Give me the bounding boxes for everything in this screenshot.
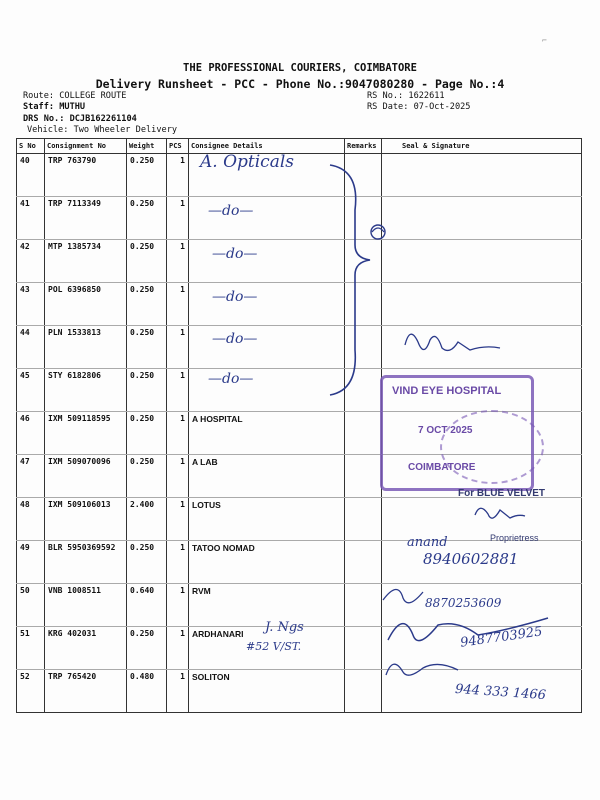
drs-label: DRS No.: DCJB162261104 — [23, 114, 137, 124]
pcs-cell: 1 — [167, 326, 189, 369]
handwritten-note: #52 V/ST. — [246, 640, 302, 653]
rs-number: RS No.: 1622611 — [367, 91, 445, 101]
handwritten-consignee: A. Opticals — [200, 152, 294, 172]
consignment-cell: KRG 402031 — [45, 627, 127, 670]
sno-cell: 41 — [17, 197, 45, 240]
rs-date: RS Date: 07-Oct-2025 — [367, 102, 471, 112]
pcs-cell: 1 — [167, 541, 189, 584]
sno-cell: 40 — [17, 154, 45, 197]
weight-cell: 0.250 — [127, 455, 167, 498]
consignee-cell: LOTUS — [189, 498, 345, 541]
table-row — [17, 197, 582, 240]
weight-cell: 0.250 — [127, 541, 167, 584]
curly-brace-mark — [325, 150, 405, 400]
signature-cell — [382, 240, 582, 283]
scribble-signature-icon — [378, 580, 578, 700]
weight-cell: 0.250 — [127, 154, 167, 197]
scribble-signature-icon — [470, 500, 530, 530]
column-header: Remarks — [345, 139, 382, 154]
handwritten-phone: 8940602881 — [423, 550, 519, 568]
consignment-cell: TRP 763790 — [45, 154, 127, 197]
consignee-cell: A LAB — [189, 455, 345, 498]
document-title: THE PROFESSIONAL COURIERS, COIMBATORE — [183, 62, 417, 74]
stamp-hospital-name: VIND EYE HOSPITAL — [392, 385, 502, 397]
handwritten-name: anand — [407, 535, 448, 550]
consignment-cell: POL 6396850 — [45, 283, 127, 326]
handwritten-ditto: —do— — [212, 289, 258, 305]
sno-cell: 43 — [17, 283, 45, 326]
sno-cell: 46 — [17, 412, 45, 455]
handwritten-ditto: —do— — [212, 331, 258, 347]
signature-cell — [382, 197, 582, 240]
pcs-cell: 1 — [167, 197, 189, 240]
pcs-cell: 1 — [167, 412, 189, 455]
pcs-cell: 1 — [167, 154, 189, 197]
column-header: PCS — [167, 139, 189, 154]
stamp-city: COIMBATORE — [408, 462, 476, 473]
handwritten-phone: 944 333 1466 — [454, 681, 547, 704]
consignee-cell: RVM — [189, 584, 345, 627]
table-row — [17, 154, 582, 197]
weight-cell: 0.250 — [127, 326, 167, 369]
sno-cell: 44 — [17, 326, 45, 369]
column-header: Consignment No — [45, 139, 127, 154]
remarks-cell — [345, 412, 382, 455]
staff-label: Staff: MUTHU — [23, 102, 86, 112]
signature-cell — [382, 154, 582, 197]
pcs-cell: 1 — [167, 584, 189, 627]
weight-cell: 0.250 — [127, 240, 167, 283]
weight-cell: 0.640 — [127, 584, 167, 627]
consignment-cell: MTP 1385734 — [45, 240, 127, 283]
pcs-cell: 1 — [167, 240, 189, 283]
consignee-cell: SOLITON — [189, 670, 345, 713]
sno-cell: 50 — [17, 584, 45, 627]
column-header: Seal & Signature — [382, 139, 582, 154]
consignment-cell: IXM 509106013 — [45, 498, 127, 541]
weight-cell: 0.250 — [127, 197, 167, 240]
weight-cell: 0.250 — [127, 412, 167, 455]
consignee-cell: ARDHANARI — [189, 627, 345, 670]
weight-cell: 0.250 — [127, 283, 167, 326]
consignment-cell: STY 6182806 — [45, 369, 127, 412]
consignee-cell: A HOSPITAL — [189, 412, 345, 455]
remarks-cell — [345, 455, 382, 498]
consignee-cell: TATOO NOMAD — [189, 541, 345, 584]
sno-cell: 42 — [17, 240, 45, 283]
pcs-cell: 1 — [167, 455, 189, 498]
handwritten-phone: 9487703925 — [459, 624, 544, 651]
stamp-proprietress: Proprietress — [490, 533, 539, 543]
remarks-cell — [345, 670, 382, 713]
document-subtitle: Delivery Runsheet - PCC - Phone No.:9047080280 - Page No.:4 — [95, 77, 505, 91]
pcs-cell: 1 — [167, 627, 189, 670]
handwritten-ditto: —do— — [208, 371, 254, 387]
handwritten-note: J. Ngs — [265, 620, 304, 635]
pcs-cell: 1 — [167, 369, 189, 412]
column-header: Weight — [127, 139, 167, 154]
vehicle-label: Vehicle: Two Wheeler Delivery — [27, 125, 178, 135]
column-header: Consignee Details — [189, 139, 345, 154]
sno-cell: 47 — [17, 455, 45, 498]
route-label: Route: COLLEGE ROUTE — [23, 91, 127, 101]
handwritten-ditto: —do— — [212, 246, 258, 262]
sno-cell: 45 — [17, 369, 45, 412]
pcs-cell: 1 — [167, 498, 189, 541]
consignment-cell: TRP 7113349 — [45, 197, 127, 240]
stamp-date: 7 OCT 2025 — [418, 425, 473, 436]
weight-cell: 0.480 — [127, 670, 167, 713]
handwritten-phone: 8870253609 — [425, 596, 502, 610]
remarks-cell — [345, 498, 382, 541]
column-header: S No — [17, 139, 45, 154]
stamp-for-line: For BLUE VELVET — [458, 488, 546, 499]
remarks-cell — [345, 627, 382, 670]
weight-cell: 2.400 — [127, 498, 167, 541]
pcs-cell: 1 — [167, 670, 189, 713]
consignment-cell: BLR 5950369592 — [45, 541, 127, 584]
table-header-row — [17, 139, 582, 154]
scan-mark: ⌐ — [542, 36, 547, 45]
sno-cell: 49 — [17, 541, 45, 584]
pcs-cell: 1 — [167, 283, 189, 326]
sno-cell: 51 — [17, 627, 45, 670]
table-row — [17, 240, 582, 283]
remarks-cell — [345, 584, 382, 627]
consignment-cell: IXM 509118595 — [45, 412, 127, 455]
consignment-cell: PLN 1533813 — [45, 326, 127, 369]
scribble-signature-icon — [400, 320, 510, 370]
weight-cell: 0.250 — [127, 627, 167, 670]
consignment-cell: VNB 1008511 — [45, 584, 127, 627]
consignment-cell: TRP 765420 — [45, 670, 127, 713]
consignment-cell: IXM 509070096 — [45, 455, 127, 498]
remarks-cell — [345, 541, 382, 584]
weight-cell: 0.250 — [127, 369, 167, 412]
sno-cell: 48 — [17, 498, 45, 541]
handwritten-ditto: —do— — [208, 203, 254, 219]
sno-cell: 52 — [17, 670, 45, 713]
